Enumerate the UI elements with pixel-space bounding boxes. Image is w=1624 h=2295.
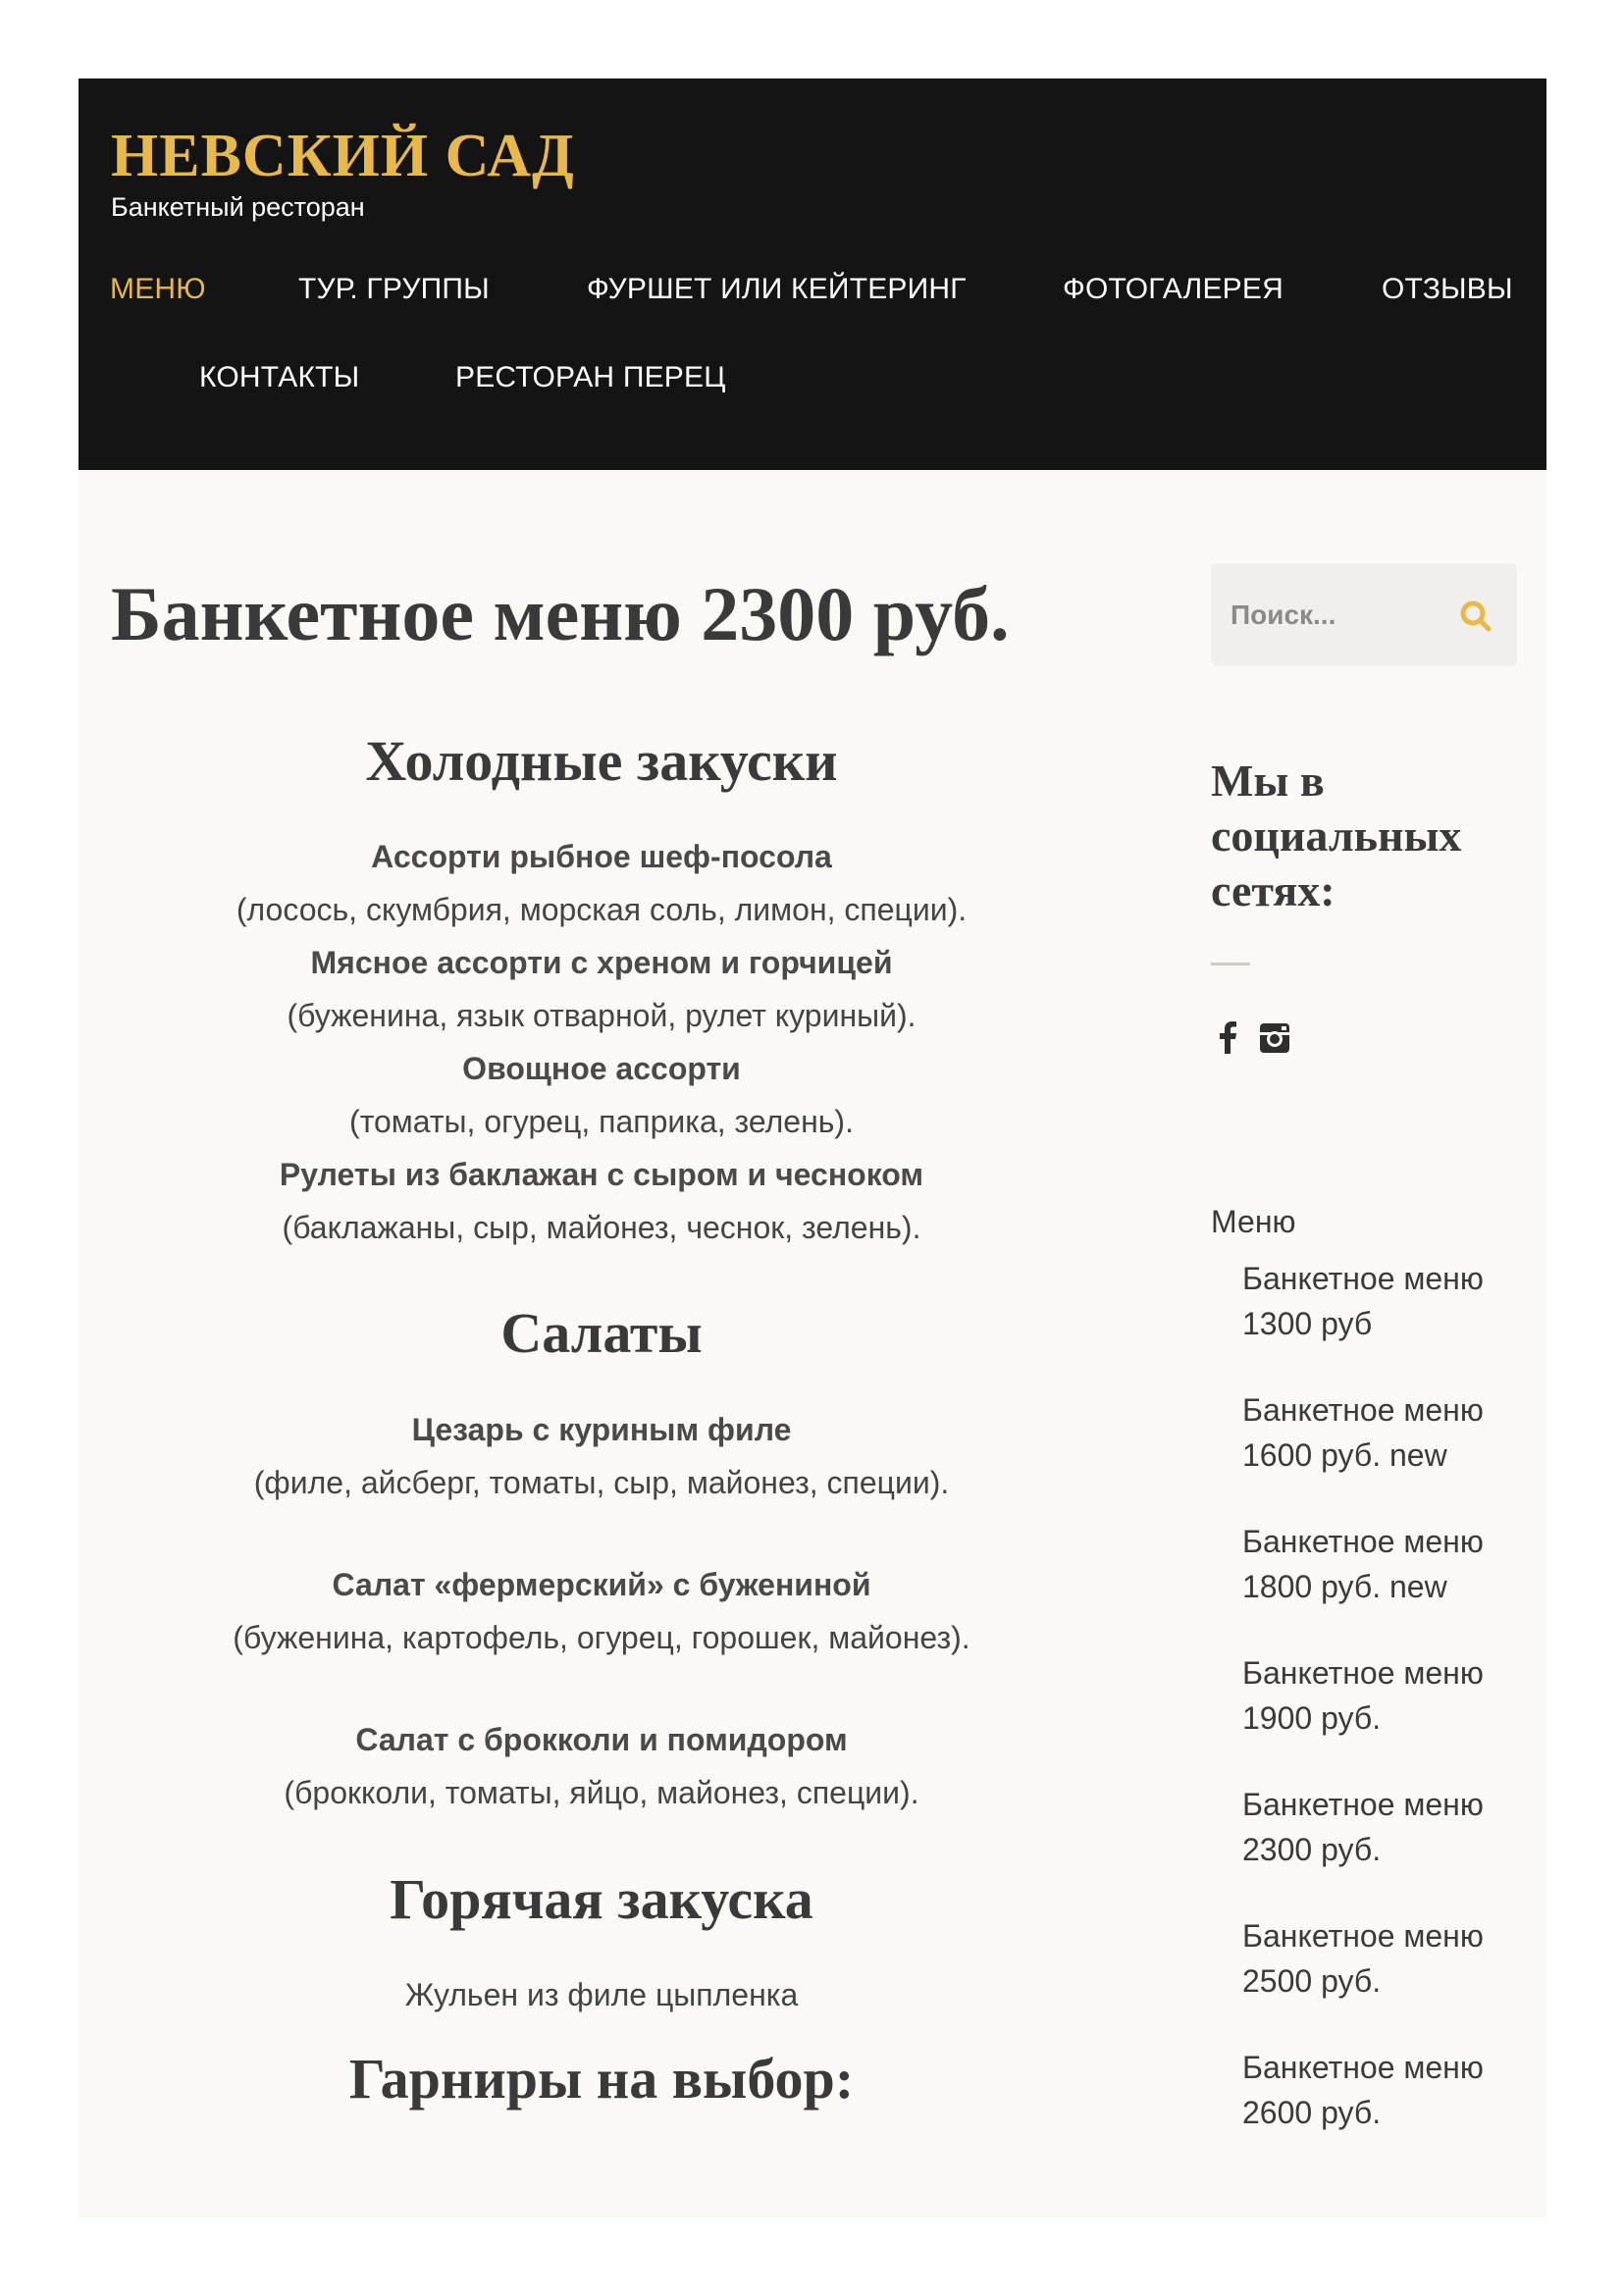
nav-item-restaurant-perets[interactable]: РЕСТОРАН ПЕРЕЦ	[455, 361, 726, 393]
sidebar-link-price: 2300 руб.	[1242, 1832, 1382, 1867]
dish-name: Мясное ассорти с хреном и горчицей	[310, 945, 893, 980]
dish-name: Салат с брокколи и помидором	[355, 1722, 848, 1757]
dish-ingredients: (томаты, огурец, паприка, зелень).	[349, 1104, 854, 1139]
social-widget-title: Мы в социальных сетях:	[1211, 756, 1462, 915]
nav-item-menu[interactable]: МЕНЮ	[110, 273, 206, 305]
dish-ingredients: (буженина, язык отварной, рулет куриный).	[287, 998, 917, 1033]
sidebar-link-price: 1800 руб. new	[1242, 1569, 1447, 1604]
section-heading-hot-appetizer: Горячая закуска	[390, 1867, 813, 1931]
sidebar-link-menu-1300[interactable]	[1242, 1256, 1527, 1346]
facebook-icon[interactable]	[1211, 1020, 1246, 1056]
site-header	[79, 78, 1546, 470]
site-tagline: Банкетный ресторан	[111, 192, 365, 222]
search-icon[interactable]	[1456, 597, 1495, 636]
dish-ingredients: (лосось, скумбрия, морская соль, лимон, специи).	[236, 892, 968, 927]
dish-name: Жульен из филе цыпленка	[404, 1977, 799, 2012]
nav-item-reviews[interactable]: ОТЗЫВЫ	[1382, 273, 1513, 305]
section-heading-side-dishes: Гарниры на выбор:	[348, 2047, 855, 2111]
dish-name: Рулеты из баклажан с сыром и чесноком	[279, 1157, 924, 1192]
dish-ingredients: (брокколи, томаты, яйцо, майонез, специи).	[284, 1775, 919, 1810]
section-heading-cold-appetizers: Холодные закуски	[365, 729, 838, 793]
dish-ingredients: (баклажаны, сыр, майонез, чеснок, зелень).	[282, 1210, 921, 1245]
dish-name: Салат «фермерский» с бужениной	[332, 1567, 871, 1602]
nav-item-buffet-catering[interactable]: ФУРШЕТ ИЛИ КЕЙТЕРИНГ	[587, 273, 967, 305]
sidebar-link-price: 1900 руб.	[1242, 1700, 1382, 1736]
sidebar-link-menu-2600[interactable]	[1242, 2045, 1527, 2135]
sidebar-link-label: Банкетное меню	[1242, 1787, 1484, 1822]
search-form	[1211, 563, 1517, 666]
widget-divider	[1211, 963, 1250, 965]
dish-name: Овощное ассорти	[462, 1051, 741, 1086]
sidebar-link-price: 2500 руб.	[1242, 1963, 1382, 1999]
sidebar-link-menu-1900[interactable]	[1242, 1650, 1527, 1741]
sidebar-link-menu-2500[interactable]	[1242, 1913, 1527, 2004]
dish-ingredients: (филе, айсберг, томаты, сыр, майонез, специи).	[253, 1465, 950, 1500]
sidebar-link-label: Банкетное меню	[1242, 2050, 1484, 2085]
sidebar-link-price: 2600 руб.	[1242, 2095, 1382, 2130]
sidebar-link-label: Банкетное меню	[1242, 1261, 1484, 1296]
sidebar-link-price: 1300 руб	[1242, 1306, 1373, 1341]
dish-name: Ассорти рыбное шеф-посола	[371, 839, 832, 874]
page-content	[79, 78, 1546, 2217]
sidebar-link-menu-1600[interactable]	[1242, 1387, 1527, 1478]
search-input[interactable]	[1231, 593, 1456, 638]
site-title[interactable]: НЕВСКИЙ САД	[111, 123, 575, 189]
dish-ingredients: (буженина, картофель, огурец, горошек, майонез).	[233, 1620, 970, 1655]
nav-item-tour-groups[interactable]: ТУР. ГРУППЫ	[298, 273, 490, 305]
nav-item-photo-gallery[interactable]: ФОТОГАЛЕРЕЯ	[1063, 273, 1283, 305]
dish-name: Цезарь с куриным филе	[411, 1412, 792, 1447]
sidebar-link-menu-2300[interactable]	[1242, 1782, 1527, 1872]
page-title: Банкетное меню 2300 руб.	[111, 571, 1010, 656]
sidebar-menu-label: Меню	[1211, 1204, 1296, 1239]
sidebar-link-label: Банкетное меню	[1242, 1918, 1484, 1954]
nav-item-contacts[interactable]: КОНТАКТЫ	[199, 361, 360, 393]
sidebar-link-label: Банкетное меню	[1242, 1524, 1484, 1559]
instagram-icon[interactable]	[1257, 1020, 1292, 1056]
sidebar-link-label: Банкетное меню	[1242, 1392, 1484, 1428]
section-heading-salads: Салаты	[500, 1301, 703, 1365]
sidebar-link-price: 1600 руб. new	[1242, 1437, 1447, 1473]
sidebar-link-label: Банкетное меню	[1242, 1655, 1484, 1691]
sidebar-link-menu-1800[interactable]	[1242, 1519, 1527, 1609]
